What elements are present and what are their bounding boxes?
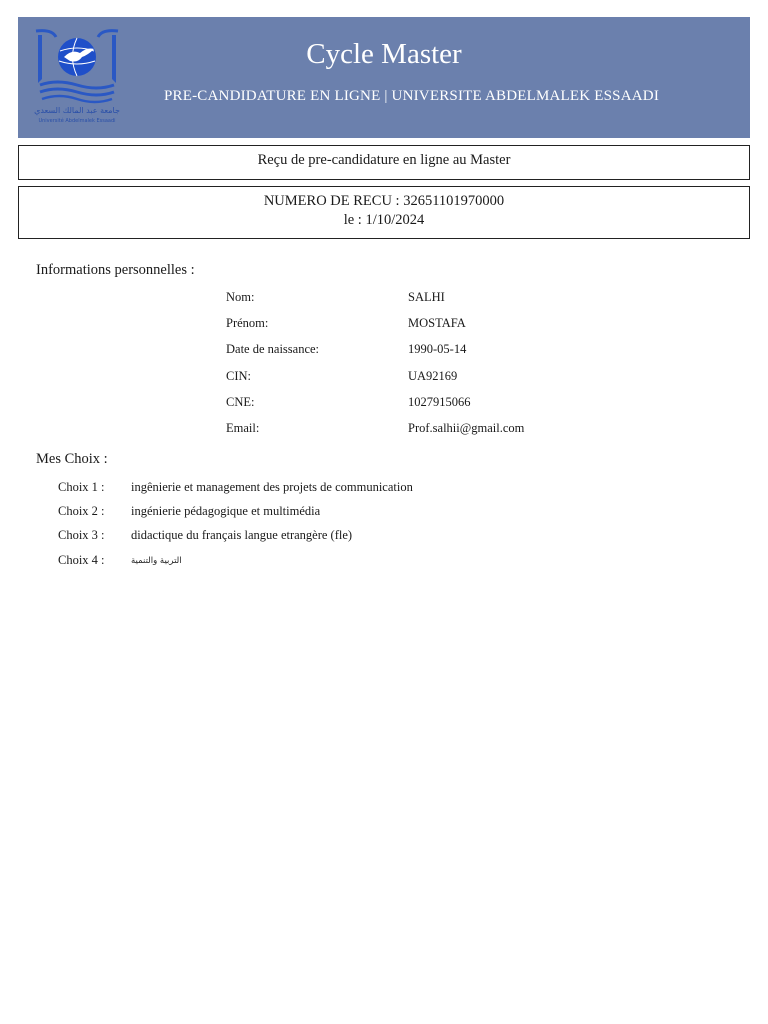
personal-info-title: Informations personnelles : — [36, 262, 195, 278]
info-value: Prof.salhii@gmail.com — [408, 421, 525, 435]
page-subtitle: PRE-CANDIDATURE EN LIGNE | UNIVERSITE ABDELMALEK ESSAADI — [164, 88, 660, 104]
info-value: SALHI — [408, 290, 445, 304]
info-row-date-naissance — [0, 342, 768, 360]
info-label: Email: — [226, 421, 260, 435]
choice-value: ingênierie et management des projets de communication — [131, 480, 413, 494]
choice-value: didactique du français langue etrangère (fle) — [131, 528, 353, 542]
page-title — [18, 39, 750, 71]
info-label: Nom: — [226, 290, 255, 304]
choice-value: ingénierie pédagogique et multimédia — [131, 504, 321, 518]
info-label: CNE: — [226, 395, 255, 409]
info-row-email — [0, 421, 768, 439]
choice-label: Choix 4 : — [58, 553, 105, 567]
info-value: MOSTAFA — [408, 316, 466, 330]
receipt-number-box — [18, 186, 750, 239]
choice-label: Choix 1 : — [58, 480, 105, 494]
logo-latin-text: Université Abdelmalek Essaadi — [38, 118, 116, 124]
receipt-date: le : 1/10/2024 — [343, 212, 425, 228]
header-banner — [18, 17, 750, 138]
choice-value: التربية والتنمية — [131, 556, 182, 566]
info-row-cin — [0, 369, 768, 387]
choice-label: Choix 2 : — [58, 504, 105, 518]
info-row-nom — [0, 290, 768, 308]
choice-row-3 — [0, 528, 768, 546]
info-label: CIN: — [226, 369, 251, 383]
receipt-heading-box — [18, 145, 750, 180]
info-value: 1990-05-14 — [408, 342, 467, 356]
choice-label: Choix 3 : — [58, 528, 105, 542]
choice-row-1 — [0, 480, 768, 498]
info-value: 1027915066 — [408, 395, 471, 409]
receipt-number: NUMERO DE RECU : 32651101970000 — [263, 193, 505, 209]
info-row-cne — [0, 395, 768, 413]
info-row-prenom — [0, 316, 768, 334]
info-label: Prénom: — [226, 316, 269, 330]
choice-row-2 — [0, 504, 768, 522]
info-label: Date de naissance: — [226, 342, 320, 356]
choice-row-4 — [0, 553, 768, 571]
info-value: UA92169 — [408, 369, 458, 383]
choices-title: Mes Choix : — [36, 451, 108, 467]
receipt-heading: Reçu de pre-candidature en ligne au Master — [257, 152, 511, 168]
page-title-text: Cycle Master — [306, 38, 462, 70]
logo-arabic-text: جامعة عبد المالك السعدي — [34, 106, 120, 115]
